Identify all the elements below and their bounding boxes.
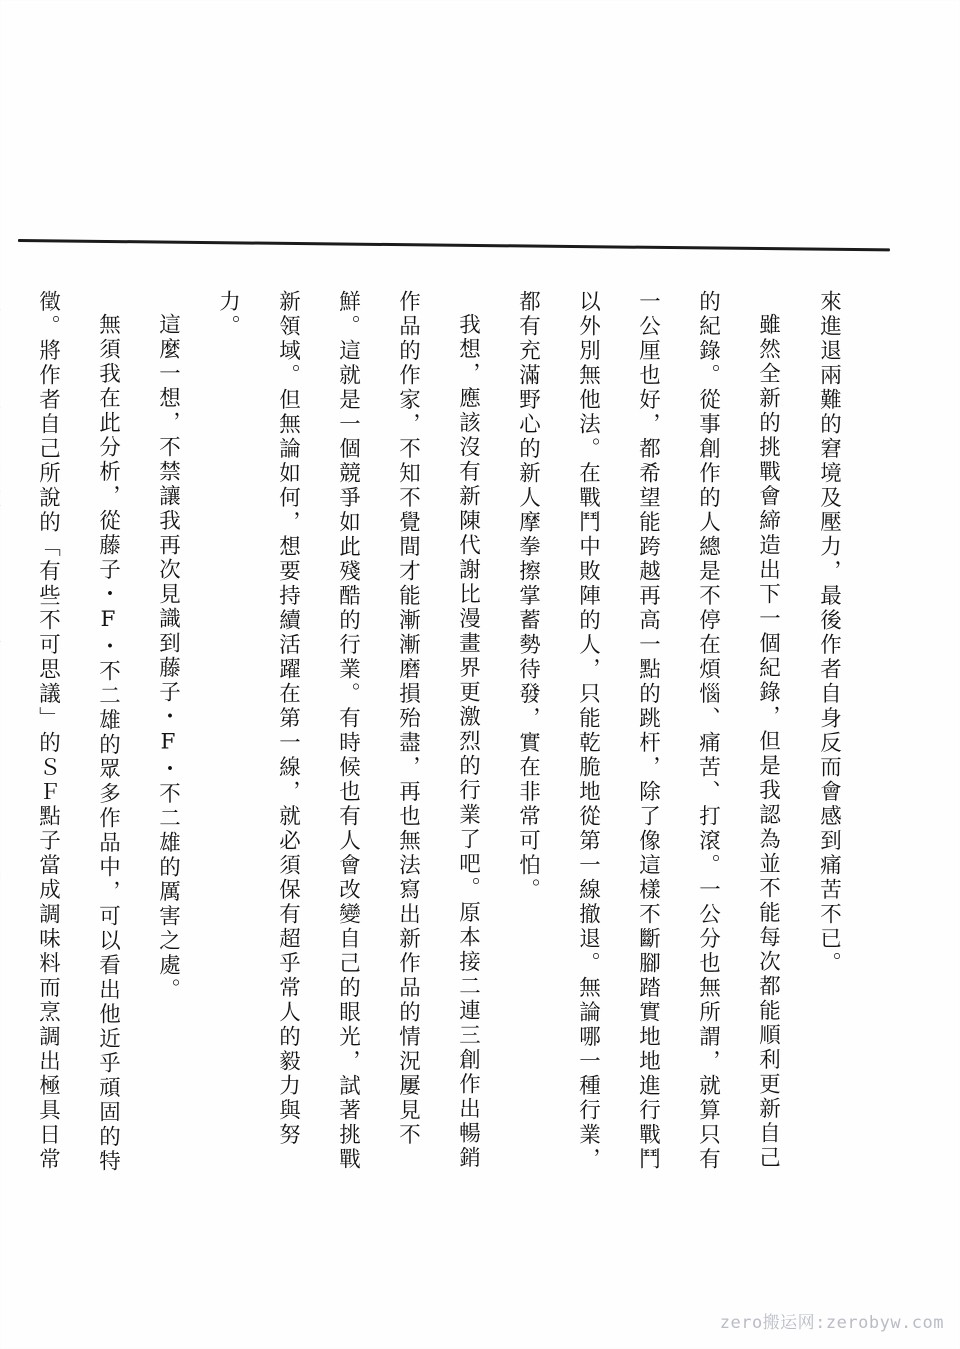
- text-column: 以外別無他法。在戰鬥中敗陣的人，只能乾脆地從第一線撤退。無論哪一種行業，: [575, 290, 601, 1172]
- text-column: 來進退兩難的窘境及壓力，最後作者自身反而會感到痛苦不已。: [816, 290, 842, 976]
- text-column: 作品的作家，不知不覺間才能漸漸磨損殆盡，再也無法寫出新作品的情況屢見不: [395, 290, 421, 1148]
- text-column: 這麼一想，不禁讓我再次見識到藤子・F・不二雄的厲害之處。: [155, 313, 181, 1003]
- site-watermark: zero搬运网:zerobyw.com: [719, 1313, 944, 1333]
- text-column: 無須我在此分析，從藤子・F・不二雄的眾多作品中，可以看出他近乎頑固的特: [95, 313, 121, 1174]
- text-column: 都有充滿野心的新人摩拳擦掌蓄勢待發，實在非常可怕。: [515, 290, 541, 903]
- text-column: 一公厘也好，都希望能跨越再高一點的跳杆，除了像這樣不斷腳踏實地地進行戰鬥: [635, 290, 661, 1172]
- text-column: 雖然全新的挑戰會締造出下一個紀錄，但是我認為並不能每次都能順利更新自己: [755, 313, 781, 1171]
- text-column: 力。: [215, 290, 241, 339]
- text-column: 徵。將作者自己所說的「有些不可思議」的ＳＦ點子當成調味料而烹調出極具日常: [35, 290, 61, 1172]
- text-column: 鮮。這就是一個競爭如此殘酷的行業。有時候也有人會改變自己的眼光，試著挑戰: [335, 290, 361, 1172]
- text-column: 我想，應該沒有新陳代謝比漫畫界更激烈的行業了吧。原本接二連三創作出暢銷: [455, 313, 481, 1171]
- text-column: 新領域。但無論如何，想要持續活躍在第一線，就必須保有超乎常人的毅力與努: [275, 290, 301, 1148]
- text-column: 的紀錄。從事創作的人總是不停在煩惱、痛苦、打滾。一公分也無所謂，就算只有: [695, 290, 721, 1172]
